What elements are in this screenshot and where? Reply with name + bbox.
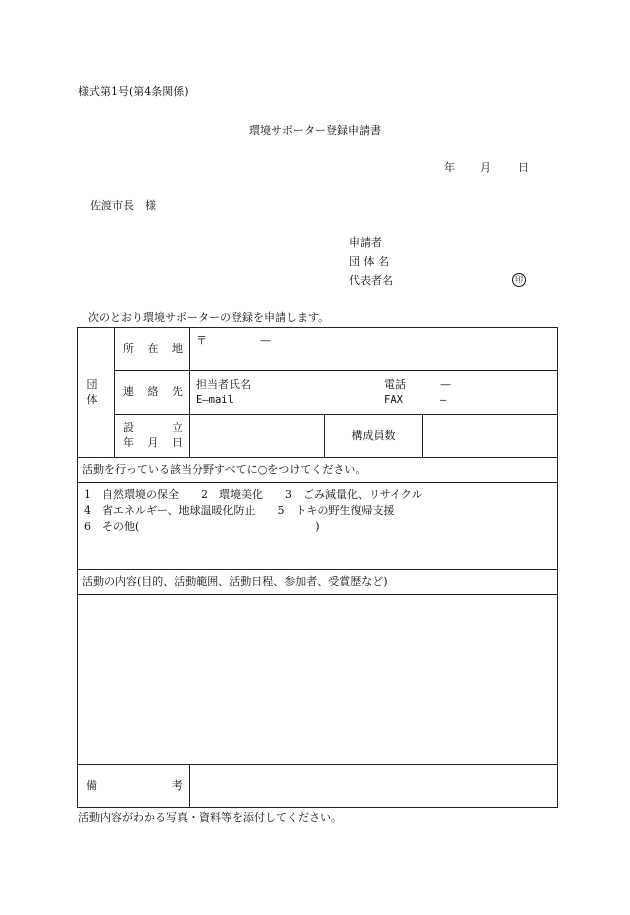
fields-option-line: 1 自然環境の保全 2 環境美化 3 ごみ減量化、リサイクル bbox=[84, 488, 423, 501]
fields-instruction: 活動を行っている該当分野すべてに○をつけてください。 bbox=[78, 458, 558, 483]
postal-dash: — bbox=[260, 334, 271, 347]
established-label-line1: 設立 bbox=[123, 421, 183, 435]
person-label: 担当者氏名 bbox=[196, 377, 251, 391]
document-title: 環境サポーター登録申請書 bbox=[249, 124, 381, 137]
established-label-line2: 年月日 bbox=[123, 436, 183, 449]
remarks-label: 備考 bbox=[78, 765, 190, 808]
fax-dash: — bbox=[440, 393, 447, 406]
date-year: 年 bbox=[444, 161, 455, 174]
fields-option-line: 6 その他( ) bbox=[84, 519, 320, 533]
date-month: 月 bbox=[480, 161, 491, 174]
phone-dash: — bbox=[440, 377, 451, 391]
fields-option-line: 4 省エネルギー、地球温暖化防止 5 トキの野生復帰支援 bbox=[84, 503, 395, 517]
application-form-table bbox=[77, 327, 558, 808]
date-day: 日 bbox=[518, 161, 529, 174]
established-field[interactable] bbox=[190, 415, 325, 458]
contact-label: 連絡先 bbox=[115, 371, 190, 415]
postal-mark: 〒 bbox=[196, 334, 207, 347]
fields-options[interactable] bbox=[78, 483, 558, 570]
members-field[interactable] bbox=[423, 415, 558, 458]
address-label: 所在地 bbox=[115, 328, 190, 371]
address-field[interactable] bbox=[190, 328, 558, 371]
phone-label: 電話 bbox=[384, 377, 406, 391]
addressee: 佐渡市長 様 bbox=[90, 199, 156, 212]
seal-mark: 印 bbox=[512, 273, 526, 287]
applicant-label: 申請者 bbox=[349, 236, 382, 249]
representative-label: 代表者名 bbox=[349, 274, 393, 287]
date-line bbox=[444, 162, 529, 173]
group-label: 団 体 bbox=[78, 328, 115, 458]
contact-field[interactable] bbox=[190, 371, 558, 415]
group-name-label: 団 体 名 bbox=[349, 255, 389, 268]
fax-label: FAX bbox=[384, 393, 403, 406]
content-label: 活動の内容(目的、活動範囲、活動日程、参加者、受賞歴など) bbox=[78, 570, 558, 595]
content-field[interactable] bbox=[78, 595, 558, 765]
members-label: 構成員数 bbox=[325, 415, 423, 458]
remarks-field[interactable] bbox=[190, 765, 558, 808]
footer-note: 活動内容がわかる写真・資料等を添付してください。 bbox=[78, 811, 342, 824]
form-number: 様式第1号(第4条関係) bbox=[78, 85, 189, 98]
email-label: E—mail bbox=[196, 393, 234, 406]
established-label bbox=[115, 415, 190, 458]
intro-text: 次のとおり環境サポーターの登録を申請します。 bbox=[88, 311, 330, 324]
